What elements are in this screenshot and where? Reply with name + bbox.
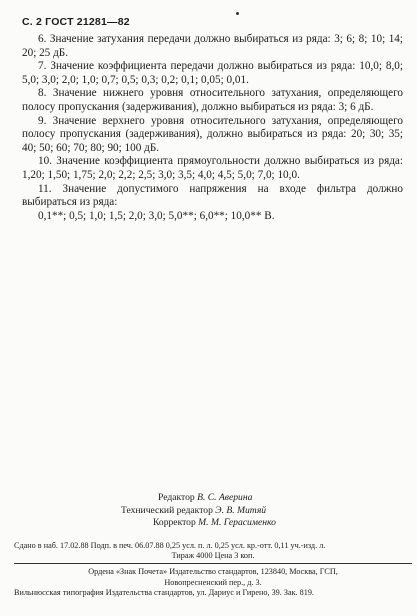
imprint-block xyxy=(14,541,412,598)
imprint-dates: Сдано в наб. 17.02.88 Подп. в печ. 06.07.88 0,25 усл. п. л. 0,25 усл. кр.-отт. 0,11 уч.-изд. л. xyxy=(14,541,326,550)
corrector-role: Корректор xyxy=(153,517,196,528)
paragraph-8: 8. Значение нижнего уровня относительного затухания, определяющего полосу пропускания (задерживания), должно выбираться из ряда: 3; 6 дБ. xyxy=(22,87,403,113)
print-speck xyxy=(236,12,239,15)
paragraph-11-values: 0,1**; 0,5; 1,0; 1,5; 2,0; 3,0; 5,0**; 6,0**; 10,0** В. xyxy=(38,209,275,222)
editor-name: В. С. Аверина xyxy=(197,492,253,503)
imprint-publisher: Ордена «Знак Почета» Издательство стандартов, 123840, Москва, ГСП, xyxy=(88,567,338,577)
corrector-credit xyxy=(153,517,276,530)
editor-credit xyxy=(158,492,252,505)
paragraph-10: 10. Значение коэффициента прямоугольности должно выбираться из ряда: 1,20; 1,50; 1,75; 2,0; 2,2; 2,5; 3,0; 3,5; 4,0; 4,5; 5,0; 7,0; 10,0. xyxy=(22,155,403,181)
body-text xyxy=(22,33,403,223)
paragraph-9: 9. Значение верхнего уровня относительного затухания, определяющего полосу пропускания (задерживания), должно выбираться из ряда: 20; 30; 35; 40; 50; 60; 70; 80; 90; 100 дБ. xyxy=(22,114,403,154)
imprint-circulation: Тираж 4000 Цена 3 коп. xyxy=(171,551,255,561)
paragraph-7: 7. Значение коэффициента передачи должно выбираться из ряда: 10,0; 8,0; 5,0; 3,0; 2,0; 1,0; 0,7; 0,5; 0,3; 0,2; 0,1; 0,05; 0,01. xyxy=(22,60,403,86)
tech-editor-credit xyxy=(121,505,266,518)
editor-role: Редактор xyxy=(158,492,195,503)
paragraph-11: 11. Значение допустимого напряжения на входе фильтра должно выбираться из ряда: xyxy=(22,182,403,209)
imprint-printer: Вильнюсская типография Издательства стандартов, ул. Дариус и Гирено, 39. Зак. 819. xyxy=(14,587,314,597)
page-header: С. 2 ГОСТ 21281—82 xyxy=(22,16,130,28)
tech-editor-name: Э. В. Митяй xyxy=(215,504,267,516)
imprint-address: Новопресненский пер., д. 3. xyxy=(164,577,262,587)
paragraph-6: 6. Значение затухания передачи должно выбираться из ряда: 3; 6; 8; 10; 14; 20; 25 дБ. xyxy=(22,33,403,59)
tech-editor-role: Технический редактор xyxy=(121,504,213,516)
imprint-divider xyxy=(14,563,412,564)
corrector-name: М. М. Герасименко xyxy=(198,517,276,528)
